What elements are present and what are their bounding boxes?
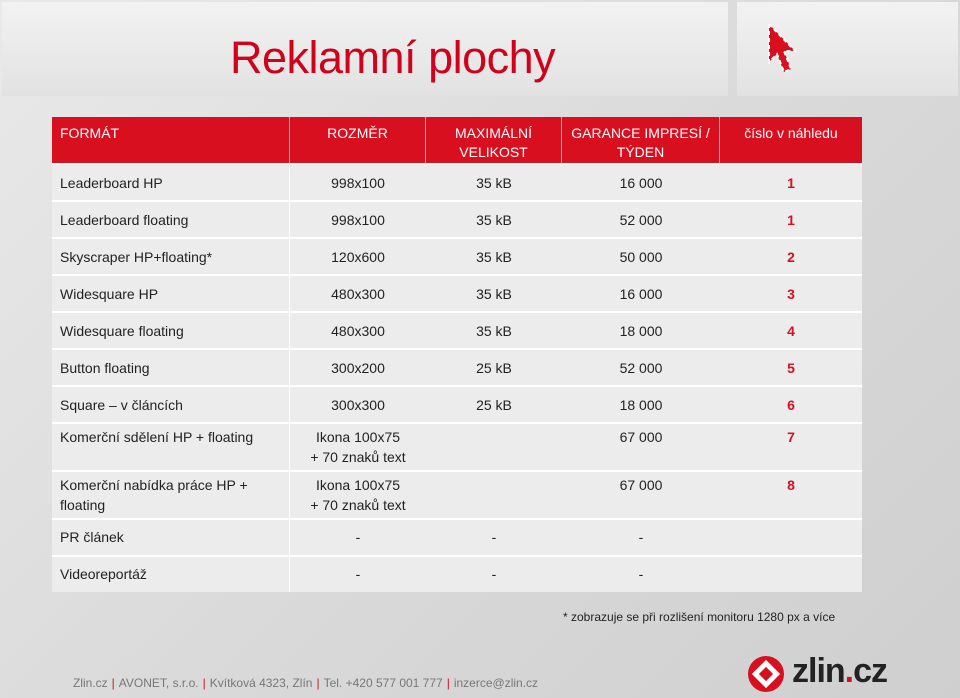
- table-row: [52, 311, 862, 348]
- cell-preview-number: 3: [720, 274, 862, 311]
- cell-max-size: -: [426, 518, 562, 555]
- cell-size: 120x600: [290, 237, 426, 274]
- footer-company: AVONET, s.r.o.: [118, 676, 199, 690]
- cell-max-size: [426, 422, 562, 470]
- cell-format: Leaderboard floating: [52, 200, 290, 237]
- cell-size: 480x300: [290, 311, 426, 348]
- cell-format: Skyscraper HP+floating*: [52, 237, 290, 274]
- cell-impressions: -: [562, 518, 720, 555]
- table-row: [52, 518, 862, 555]
- zlin-logo-icon: [746, 654, 786, 694]
- cell-format: Square – v článcích: [52, 385, 290, 422]
- cell-impressions: 50 000: [562, 237, 720, 274]
- footer-site: Zlin.cz: [73, 676, 108, 690]
- cell-format: Widesquare floating: [52, 311, 290, 348]
- cell-size: Ikona 100x75 + 70 znaků text: [290, 422, 426, 470]
- cell-max-size: [426, 470, 562, 518]
- cell-size: -: [290, 555, 426, 592]
- cell-format: Widesquare HP: [52, 274, 290, 311]
- cell-max-size: 35 kB: [426, 274, 562, 311]
- table-row: [52, 274, 862, 311]
- header-size: ROZMĚR: [290, 117, 426, 163]
- cell-format: Leaderboard HP: [52, 163, 290, 200]
- table-row: [52, 237, 862, 274]
- cell-size: Ikona 100x75 + 70 znaků text: [290, 470, 426, 518]
- cell-size: 300x300: [290, 385, 426, 422]
- cell-preview-number: [720, 518, 862, 555]
- cell-size: 480x300: [290, 274, 426, 311]
- header-preview-number: číslo v náhledu: [720, 117, 862, 163]
- footer-email[interactable]: inzerce@zlin.cz: [453, 676, 539, 690]
- cell-size: -: [290, 518, 426, 555]
- header-format: FORMÁT: [52, 117, 290, 163]
- cell-impressions: 52 000: [562, 200, 720, 237]
- footer-contact: Zlin.cz | AVONET, s.r.o. | Kvítková 4323, Zlín | Tel. +420 577 001 777 | inzerce@zlin.cz: [73, 676, 539, 690]
- cell-preview-number: 6: [720, 385, 862, 422]
- cell-format: Videoreportáž: [52, 555, 290, 592]
- cell-impressions: 52 000: [562, 348, 720, 385]
- header-impressions: GARANCE IMPRESÍ / TÝDEN: [562, 117, 720, 163]
- title-panel: [2, 2, 728, 96]
- cell-format: PR článek: [52, 518, 290, 555]
- table-row: [52, 348, 862, 385]
- cell-impressions: 18 000: [562, 311, 720, 348]
- table-header-row: [52, 117, 862, 163]
- cell-impressions: -: [562, 555, 720, 592]
- cell-max-size: 25 kB: [426, 385, 562, 422]
- cursor-arrow-icon: [767, 22, 797, 76]
- cell-preview-number: 7: [720, 422, 862, 470]
- cell-max-size: 35 kB: [426, 237, 562, 274]
- cell-impressions: 18 000: [562, 385, 720, 422]
- cell-preview-number: [720, 555, 862, 592]
- cell-preview-number: 8: [720, 470, 862, 518]
- cell-preview-number: 4: [720, 311, 862, 348]
- cell-impressions: 67 000: [562, 422, 720, 470]
- cell-max-size: 25 kB: [426, 348, 562, 385]
- cell-max-size: -: [426, 555, 562, 592]
- table-row: [52, 385, 862, 422]
- cell-max-size: 35 kB: [426, 200, 562, 237]
- brand-logo: [746, 652, 910, 694]
- table-row: [52, 200, 862, 237]
- table-row: [52, 422, 862, 470]
- footer-address: Kvítková 4323, Zlín: [209, 676, 313, 690]
- cell-format: Komerční nabídka práce HP + floating: [52, 470, 290, 518]
- table-row: [52, 555, 862, 592]
- cell-max-size: 35 kB: [426, 163, 562, 200]
- cell-impressions: 67 000: [562, 470, 720, 518]
- cell-size: 998x100: [290, 200, 426, 237]
- table-row: [52, 163, 862, 200]
- cell-format: Button floating: [52, 348, 290, 385]
- cell-size: 998x100: [290, 163, 426, 200]
- table-row: [52, 470, 862, 518]
- header-max-size: MAXIMÁLNÍ VELIKOST: [426, 117, 562, 163]
- footnote: * zobrazuje se při rozlišení monitoru 1280 px a více: [563, 610, 836, 624]
- cell-impressions: 16 000: [562, 274, 720, 311]
- cell-preview-number: 5: [720, 348, 862, 385]
- cell-preview-number: 1: [720, 200, 862, 237]
- footer-phone: Tel. +420 577 001 777: [323, 676, 443, 690]
- cell-impressions: 16 000: [562, 163, 720, 200]
- cell-size: 300x200: [290, 348, 426, 385]
- page-title: Reklamní plochy: [230, 32, 556, 83]
- cell-preview-number: 1: [720, 163, 862, 200]
- cell-max-size: 35 kB: [426, 311, 562, 348]
- logo-panel: [737, 2, 958, 96]
- cell-format: Komerční sdělení HP + floating: [52, 422, 290, 470]
- ad-formats-table: [52, 117, 862, 592]
- cell-preview-number: 2: [720, 237, 862, 274]
- brand-wordmark: zlin.cz: [792, 652, 888, 690]
